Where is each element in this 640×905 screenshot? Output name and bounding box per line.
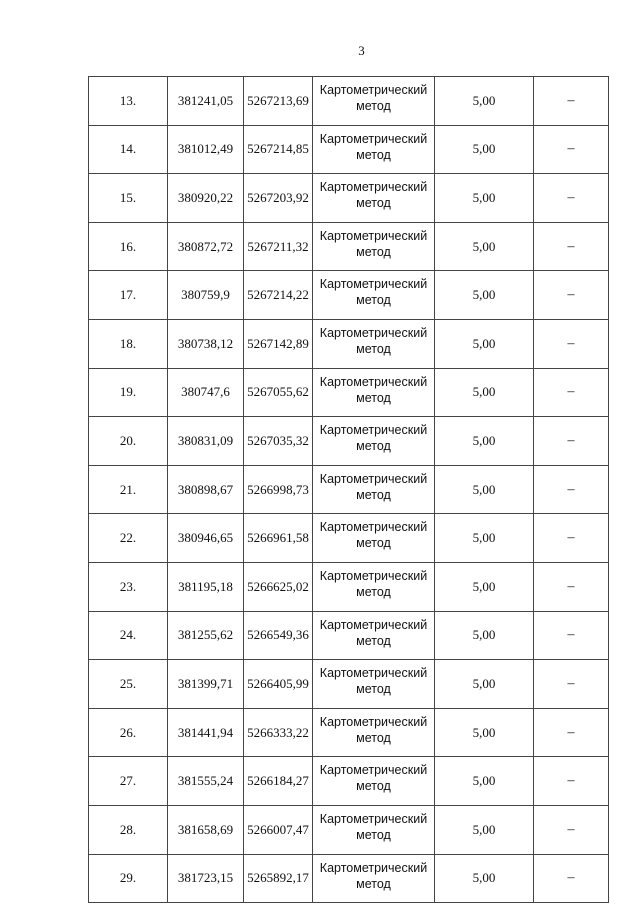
table-row bbox=[89, 854, 609, 903]
x-coordinate-cell: 381012,49 bbox=[168, 125, 244, 174]
method-cell bbox=[313, 271, 435, 320]
y-coordinate-cell: 5266007,47 bbox=[244, 805, 313, 854]
table-row bbox=[89, 222, 609, 271]
y-coordinate-cell: 5267142,89 bbox=[244, 319, 313, 368]
x-coordinate-cell: 380898,67 bbox=[168, 465, 244, 514]
y-coordinate-cell: 5267213,69 bbox=[244, 77, 313, 126]
method-line-1: Картометрический bbox=[319, 471, 428, 486]
table-body bbox=[89, 77, 609, 903]
x-coordinate-cell: 380747,6 bbox=[168, 368, 244, 417]
accuracy-cell: 5,00 bbox=[435, 854, 534, 903]
y-coordinate-cell: 5266405,99 bbox=[244, 660, 313, 709]
accuracy-cell: 5,00 bbox=[435, 77, 534, 126]
method-cell bbox=[313, 77, 435, 126]
y-coordinate-cell: 5267214,85 bbox=[244, 125, 313, 174]
method-line-2: метод bbox=[356, 487, 391, 502]
x-coordinate-cell: 380946,65 bbox=[168, 514, 244, 563]
method-cell bbox=[313, 660, 435, 709]
accuracy-cell: 5,00 bbox=[435, 708, 534, 757]
accuracy-cell: 5,00 bbox=[435, 417, 534, 466]
note-cell: – bbox=[534, 611, 609, 660]
point-number-cell: 21. bbox=[89, 465, 168, 514]
y-coordinate-cell: 5267211,32 bbox=[244, 222, 313, 271]
y-coordinate-cell: 5266333,22 bbox=[244, 708, 313, 757]
y-coordinate-cell: 5267035,32 bbox=[244, 417, 313, 466]
y-coordinate-cell: 5267203,92 bbox=[244, 174, 313, 223]
note-cell: – bbox=[534, 77, 609, 126]
method-cell bbox=[313, 465, 435, 514]
accuracy-cell: 5,00 bbox=[435, 368, 534, 417]
point-number-cell: 27. bbox=[89, 757, 168, 806]
accuracy-cell: 5,00 bbox=[435, 465, 534, 514]
method-line-1: Картометрический bbox=[319, 714, 428, 729]
method-line-2: метод bbox=[356, 876, 391, 891]
point-number-cell: 14. bbox=[89, 125, 168, 174]
table-row bbox=[89, 757, 609, 806]
table-row bbox=[89, 514, 609, 563]
y-coordinate-cell: 5265892,17 bbox=[244, 854, 313, 903]
method-line-2: метод bbox=[356, 244, 391, 259]
method-line-2: метод bbox=[356, 99, 391, 113]
point-number-cell: 29. bbox=[89, 854, 168, 903]
point-number-cell: 26. bbox=[89, 708, 168, 757]
x-coordinate-cell: 381255,62 bbox=[168, 611, 244, 660]
table-row bbox=[89, 562, 609, 611]
x-coordinate-cell: 381723,15 bbox=[168, 854, 244, 903]
method-line-1: Картометрический bbox=[319, 617, 428, 632]
accuracy-cell: 5,00 bbox=[435, 660, 534, 709]
method-cell bbox=[313, 514, 435, 563]
method-line-1: Картометрический bbox=[319, 568, 428, 583]
x-coordinate-cell: 380738,12 bbox=[168, 319, 244, 368]
x-coordinate-cell: 380831,09 bbox=[168, 417, 244, 466]
table-row bbox=[89, 660, 609, 709]
method-cell bbox=[313, 611, 435, 660]
method-line-2: метод bbox=[356, 584, 391, 599]
method-line-2: метод bbox=[356, 147, 391, 162]
method-cell bbox=[313, 805, 435, 854]
table-row bbox=[89, 319, 609, 368]
point-number-cell: 18. bbox=[89, 319, 168, 368]
y-coordinate-cell: 5266184,27 bbox=[244, 757, 313, 806]
y-coordinate-cell: 5266998,73 bbox=[244, 465, 313, 514]
note-cell: – bbox=[534, 125, 609, 174]
method-cell bbox=[313, 125, 435, 174]
method-cell bbox=[313, 562, 435, 611]
method-line-2: метод bbox=[356, 730, 391, 745]
method-line-2: метод bbox=[356, 390, 391, 405]
note-cell: – bbox=[534, 514, 609, 563]
point-number-cell: 15. bbox=[89, 174, 168, 223]
method-cell bbox=[313, 174, 435, 223]
accuracy-cell: 5,00 bbox=[435, 222, 534, 271]
point-number-cell: 28. bbox=[89, 805, 168, 854]
method-line-2: метод bbox=[356, 682, 391, 697]
note-cell: – bbox=[534, 368, 609, 417]
method-cell bbox=[313, 757, 435, 806]
method-line-1: Картометрический bbox=[319, 325, 428, 340]
point-number-cell: 17. bbox=[89, 271, 168, 320]
x-coordinate-cell: 381241,05 bbox=[168, 77, 244, 126]
note-cell: – bbox=[534, 319, 609, 368]
method-line-1: Картометрический bbox=[319, 763, 428, 778]
method-line-1: Картометрический bbox=[319, 811, 428, 826]
table-row bbox=[89, 417, 609, 466]
point-number-cell: 19. bbox=[89, 368, 168, 417]
method-line-2: метод bbox=[356, 196, 391, 211]
y-coordinate-cell: 5266961,58 bbox=[244, 514, 313, 563]
method-line-1: Картометрический bbox=[319, 423, 428, 438]
point-number-cell: 13. bbox=[89, 77, 168, 126]
note-cell: – bbox=[534, 708, 609, 757]
note-cell: – bbox=[534, 174, 609, 223]
y-coordinate-cell: 5267214,22 bbox=[244, 271, 313, 320]
method-line-2: метод bbox=[356, 633, 391, 648]
note-cell: – bbox=[534, 660, 609, 709]
method-line-1: Картометрический bbox=[319, 277, 428, 292]
note-cell: – bbox=[534, 562, 609, 611]
note-cell: – bbox=[534, 222, 609, 271]
method-line-1: Картометрический bbox=[319, 860, 428, 875]
x-coordinate-cell: 381195,18 bbox=[168, 562, 244, 611]
method-cell bbox=[313, 417, 435, 466]
table-row bbox=[89, 271, 609, 320]
method-line-2: метод bbox=[356, 439, 391, 454]
y-coordinate-cell: 5266625,02 bbox=[244, 562, 313, 611]
method-line-1: Картометрический bbox=[319, 374, 428, 389]
method-line-1: Картометрический bbox=[319, 228, 428, 243]
x-coordinate-cell: 381399,71 bbox=[168, 660, 244, 709]
accuracy-cell: 5,00 bbox=[435, 757, 534, 806]
note-cell: – bbox=[534, 465, 609, 514]
accuracy-cell: 5,00 bbox=[435, 562, 534, 611]
point-number-cell: 24. bbox=[89, 611, 168, 660]
method-cell bbox=[313, 854, 435, 903]
x-coordinate-cell: 380872,72 bbox=[168, 222, 244, 271]
coordinates-table bbox=[88, 76, 609, 903]
page-number: 3 bbox=[358, 43, 365, 58]
accuracy-cell: 5,00 bbox=[435, 514, 534, 563]
method-line-1: Картометрический bbox=[319, 180, 428, 195]
point-number-cell: 20. bbox=[89, 417, 168, 466]
accuracy-cell: 5,00 bbox=[435, 805, 534, 854]
table-row bbox=[89, 368, 609, 417]
method-cell bbox=[313, 222, 435, 271]
method-line-1: Картометрический bbox=[319, 131, 428, 146]
x-coordinate-cell: 381658,69 bbox=[168, 805, 244, 854]
method-line-2: метод bbox=[356, 536, 391, 551]
x-coordinate-cell: 380920,22 bbox=[168, 174, 244, 223]
method-line-2: метод bbox=[356, 341, 391, 356]
accuracy-cell: 5,00 bbox=[435, 319, 534, 368]
method-line-2: метод bbox=[356, 779, 391, 794]
note-cell: – bbox=[534, 757, 609, 806]
method-line-1: Картометрический bbox=[319, 83, 428, 97]
point-number-cell: 16. bbox=[89, 222, 168, 271]
note-cell: – bbox=[534, 805, 609, 854]
y-coordinate-cell: 5266549,36 bbox=[244, 611, 313, 660]
method-line-1: Картометрический bbox=[319, 666, 428, 681]
y-coordinate-cell: 5267055,62 bbox=[244, 368, 313, 417]
table-row bbox=[89, 174, 609, 223]
accuracy-cell: 5,00 bbox=[435, 125, 534, 174]
note-cell: – bbox=[534, 854, 609, 903]
x-coordinate-cell: 381555,24 bbox=[168, 757, 244, 806]
table-row bbox=[89, 77, 609, 126]
method-line-1: Картометрический bbox=[319, 520, 428, 535]
point-number-cell: 22. bbox=[89, 514, 168, 563]
method-cell bbox=[313, 319, 435, 368]
x-coordinate-cell: 381441,94 bbox=[168, 708, 244, 757]
method-cell bbox=[313, 708, 435, 757]
accuracy-cell: 5,00 bbox=[435, 611, 534, 660]
table-row bbox=[89, 805, 609, 854]
table-row bbox=[89, 708, 609, 757]
method-line-2: метод bbox=[356, 293, 391, 308]
note-cell: – bbox=[534, 417, 609, 466]
accuracy-cell: 5,00 bbox=[435, 174, 534, 223]
table-row bbox=[89, 125, 609, 174]
x-coordinate-cell: 380759,9 bbox=[168, 271, 244, 320]
accuracy-cell: 5,00 bbox=[435, 271, 534, 320]
method-line-2: метод bbox=[356, 827, 391, 842]
method-cell bbox=[313, 368, 435, 417]
table-row bbox=[89, 611, 609, 660]
point-number-cell: 23. bbox=[89, 562, 168, 611]
note-cell: – bbox=[534, 271, 609, 320]
table-row bbox=[89, 465, 609, 514]
point-number-cell: 25. bbox=[89, 660, 168, 709]
